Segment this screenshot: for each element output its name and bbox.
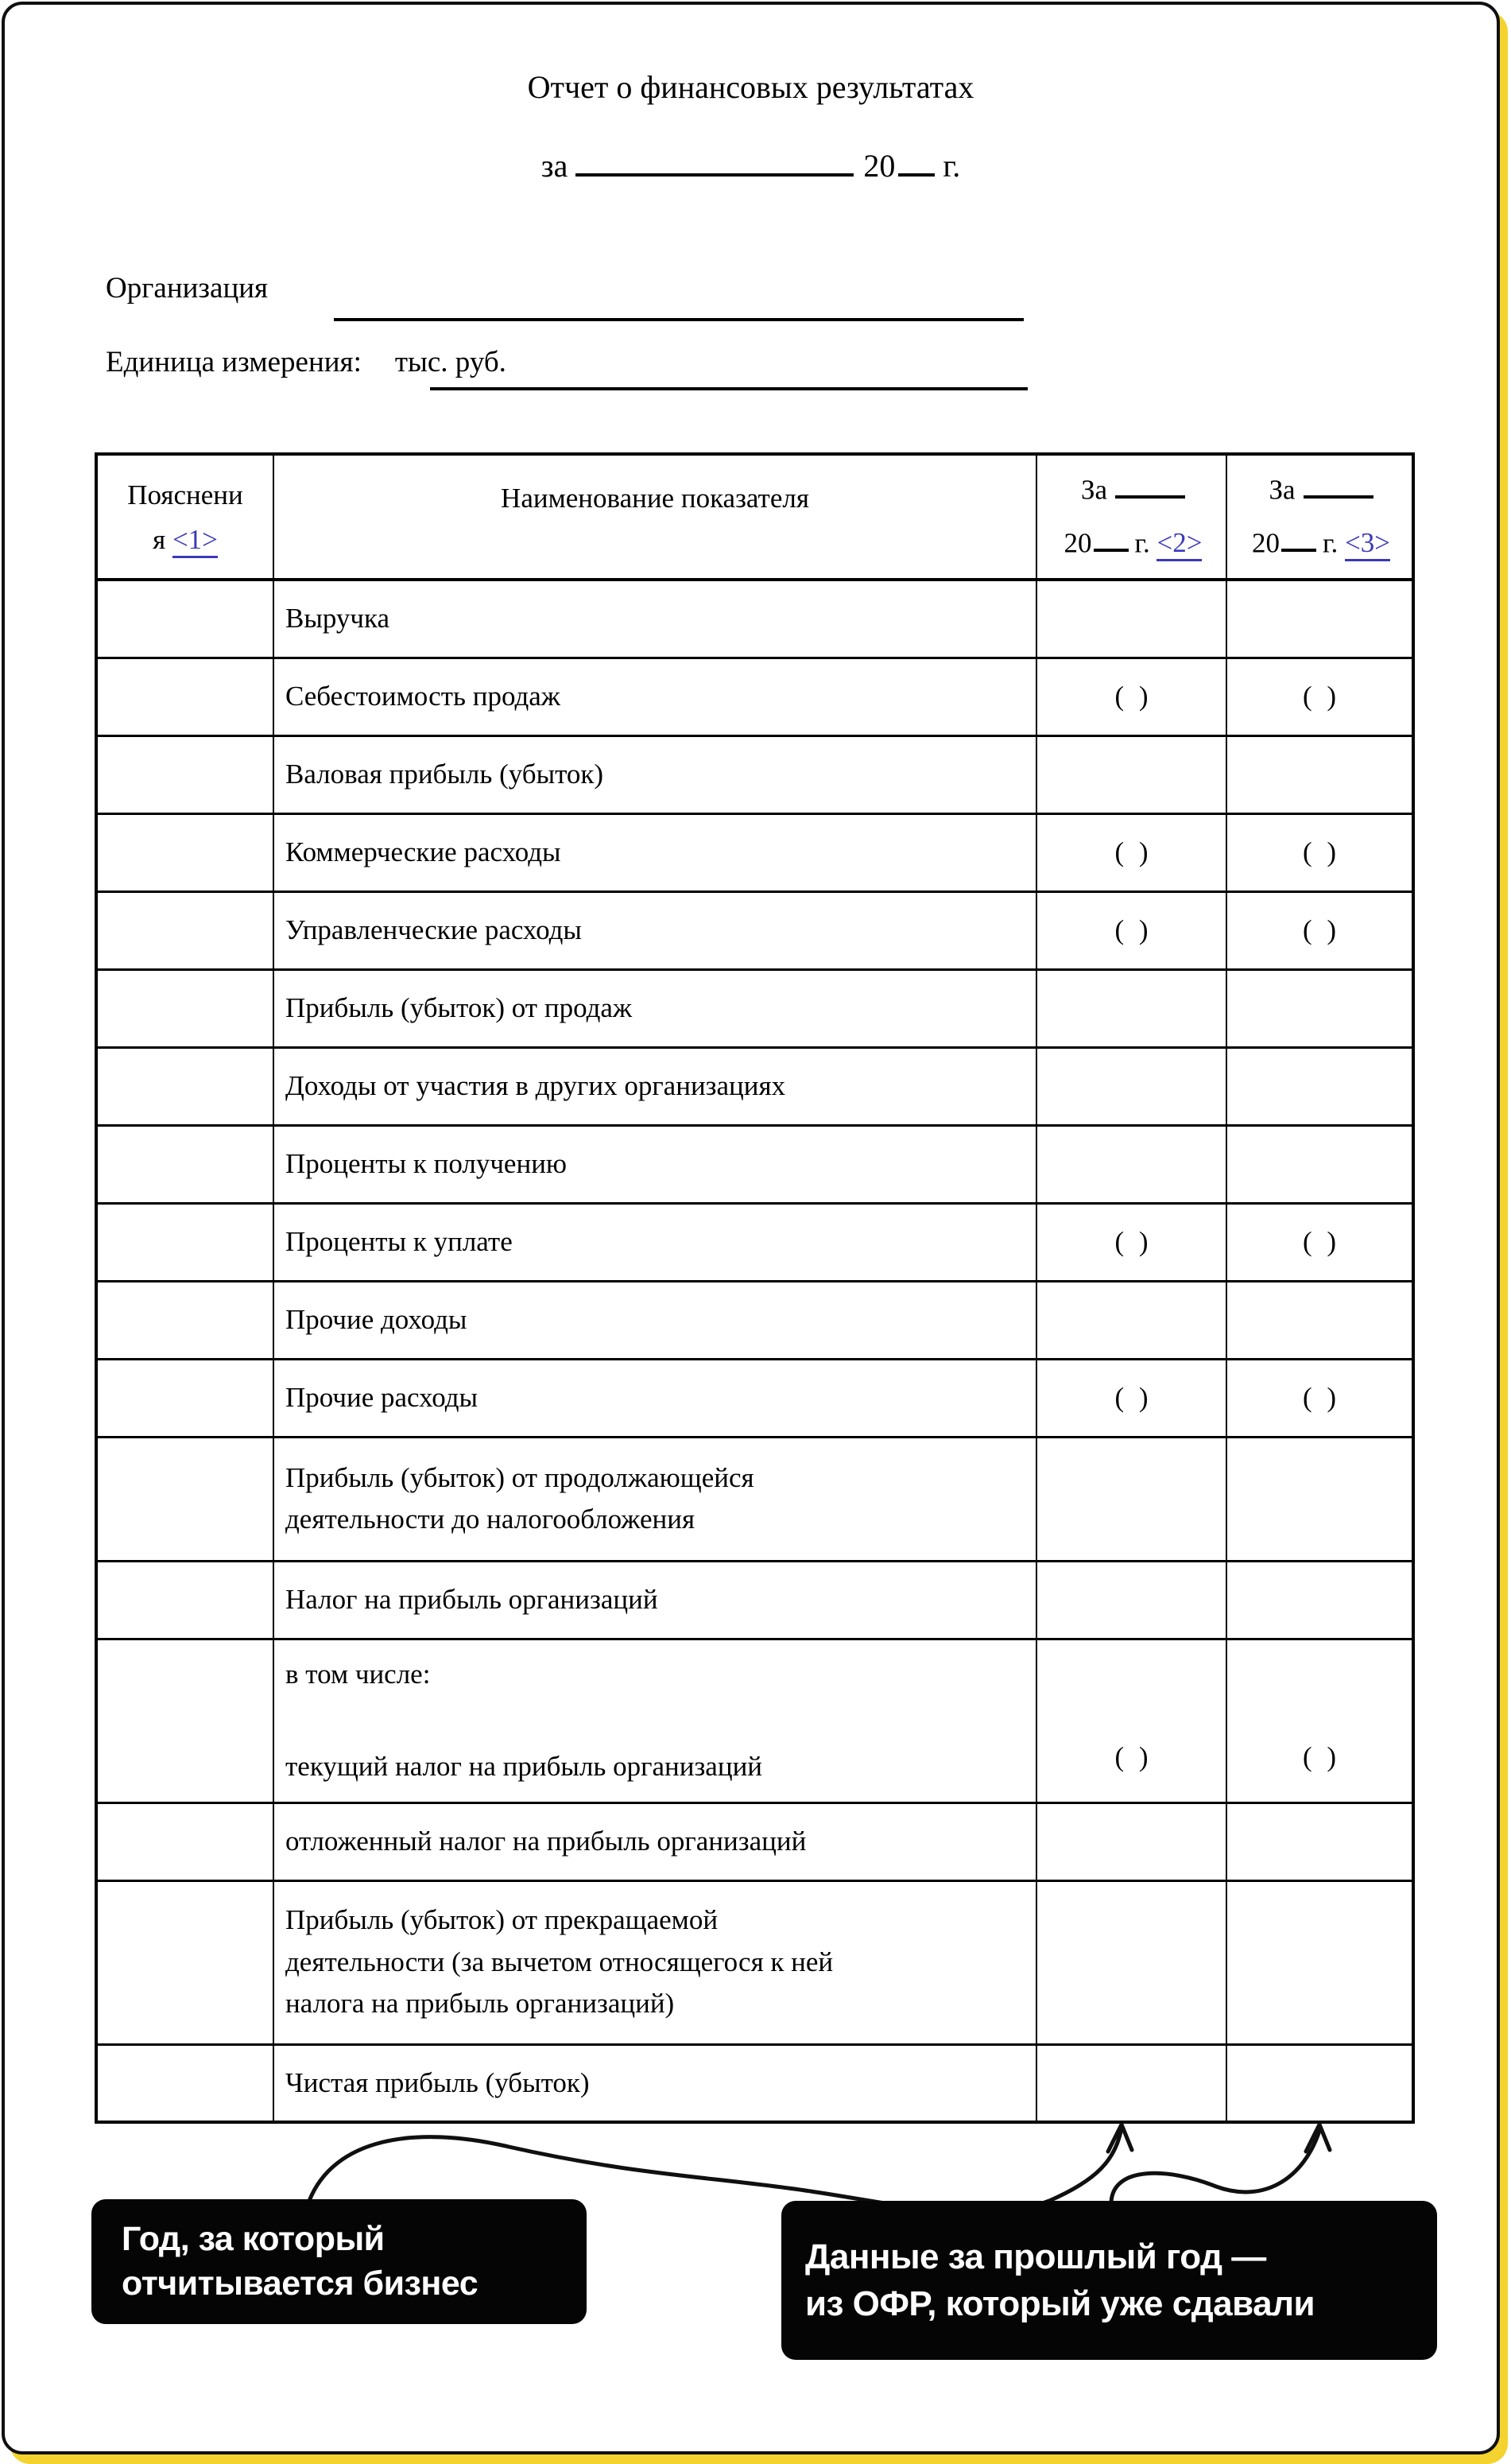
value-current-cell: ( ) bbox=[1036, 658, 1226, 735]
column-header-prior-period bbox=[1226, 454, 1413, 580]
prior-period-line1: За bbox=[1236, 469, 1406, 506]
table-row bbox=[96, 1880, 1413, 2044]
table-row bbox=[96, 1281, 1413, 1359]
value-prior-cell: ( ) bbox=[1226, 1203, 1413, 1281]
value-prior-cell: ( ) bbox=[1226, 658, 1413, 735]
prior-year-blank bbox=[1281, 522, 1316, 552]
table-row bbox=[96, 1437, 1413, 1561]
unit-blank-field bbox=[430, 387, 1028, 390]
indicator-cell: Чистая прибыль (убыток) bbox=[273, 2044, 1036, 2122]
value-current-cell bbox=[1036, 1802, 1226, 1880]
table-row bbox=[96, 1802, 1413, 1880]
table-row bbox=[96, 1359, 1413, 1437]
table-row bbox=[96, 2044, 1413, 2122]
table-row bbox=[96, 1561, 1413, 1639]
table-header-row bbox=[96, 454, 1413, 580]
explanations-header-line2: я <1> bbox=[99, 518, 272, 562]
explanations-header-line1: Пояснени bbox=[127, 479, 243, 510]
value-current-cell bbox=[1036, 735, 1226, 813]
prior-period-line2: 20 г. <3> bbox=[1236, 522, 1406, 561]
value-current-cell: ( ) bbox=[1036, 1639, 1226, 1802]
arrow-prior-period bbox=[1111, 2131, 1319, 2202]
table-row bbox=[96, 1125, 1413, 1203]
footnote-link-3[interactable]: <3> bbox=[1345, 529, 1390, 561]
explanation-cell bbox=[96, 2044, 273, 2122]
value-current-cell: ( ) bbox=[1036, 1359, 1226, 1437]
arrowhead-prior-period bbox=[1306, 2124, 1330, 2152]
explanation-cell bbox=[96, 1639, 273, 1802]
value-prior-cell bbox=[1226, 1281, 1413, 1359]
value-current-cell bbox=[1036, 1047, 1226, 1125]
table-row bbox=[96, 1639, 1413, 1802]
unit-of-measure-row bbox=[106, 345, 1497, 379]
explanation-cell bbox=[96, 891, 273, 969]
explanation-cell bbox=[96, 1880, 273, 2044]
table-row bbox=[96, 580, 1413, 658]
value-current-cell: ( ) bbox=[1036, 891, 1226, 969]
explanation-cell bbox=[96, 813, 273, 891]
value-current-cell bbox=[1036, 580, 1226, 658]
explanation-cell bbox=[96, 1437, 273, 1561]
indicator-cell: Управленческие расходы bbox=[273, 891, 1036, 969]
table-row bbox=[96, 969, 1413, 1047]
value-prior-cell bbox=[1226, 580, 1413, 658]
indicator-cell: Прибыль (убыток) от прекращаемой деятельности (за вычетом относящегося к ней налога на прибыль организаций) bbox=[273, 1880, 1036, 2044]
indicator-cell: Доходы от участия в других организациях bbox=[273, 1047, 1036, 1125]
table-row bbox=[96, 658, 1413, 735]
callout-reporting-year bbox=[91, 2199, 587, 2324]
value-prior-cell bbox=[1226, 1437, 1413, 1561]
prior-period-blank bbox=[1304, 469, 1373, 499]
current-year-blank bbox=[1094, 522, 1129, 552]
callout-prior-year-line1: Данные за прошлый год — bbox=[805, 2237, 1266, 2276]
value-prior-cell bbox=[1226, 1880, 1413, 2044]
value-prior-cell bbox=[1226, 2044, 1413, 2122]
year-blank-field bbox=[898, 143, 935, 177]
form-period-line bbox=[5, 143, 1497, 185]
value-current-cell bbox=[1036, 1125, 1226, 1203]
current-period-blank bbox=[1115, 469, 1185, 499]
arrowhead-current-period bbox=[1108, 2124, 1132, 2152]
indicator-cell: отложенный налог на прибыль организаций bbox=[273, 1802, 1036, 1880]
indicator-cell: Валовая прибыль (убыток) bbox=[273, 735, 1036, 813]
table-row bbox=[96, 1047, 1413, 1125]
explanation-cell bbox=[96, 969, 273, 1047]
value-current-cell bbox=[1036, 969, 1226, 1047]
value-prior-cell: ( ) bbox=[1226, 891, 1413, 969]
explanation-cell bbox=[96, 735, 273, 813]
indicator-cell: Проценты к уплате bbox=[273, 1203, 1036, 1281]
value-prior-cell: ( ) bbox=[1226, 1359, 1413, 1437]
column-header-indicator-name: Наименование показателя bbox=[273, 454, 1036, 580]
value-prior-cell bbox=[1226, 969, 1413, 1047]
callout-reporting-year-line2: отчитывается бизнес bbox=[122, 2264, 478, 2303]
value-prior-cell bbox=[1226, 1047, 1413, 1125]
year-suffix: г. bbox=[943, 148, 961, 184]
value-current-cell: ( ) bbox=[1036, 1203, 1226, 1281]
indicator-cell: Прибыль (убыток) от продаж bbox=[273, 969, 1036, 1047]
indicator-cell: Проценты к получению bbox=[273, 1125, 1036, 1203]
value-prior-cell: ( ) bbox=[1226, 813, 1413, 891]
callout-prior-year-data bbox=[781, 2201, 1437, 2360]
unit-value: тыс. руб. bbox=[394, 346, 506, 378]
indicator-cell: Прочие расходы bbox=[273, 1359, 1036, 1437]
explanation-cell bbox=[96, 1125, 273, 1203]
value-prior-cell bbox=[1226, 1125, 1413, 1203]
indicator-cell: Прочие доходы bbox=[273, 1281, 1036, 1359]
value-current-cell bbox=[1036, 1880, 1226, 2044]
explanation-cell bbox=[96, 1359, 273, 1437]
explanation-cell bbox=[96, 580, 273, 658]
indicator-cell: Прибыль (убыток) от продолжающейся деятельности до налогообложения bbox=[273, 1437, 1036, 1561]
column-header-explanations bbox=[96, 454, 273, 580]
table-row bbox=[96, 813, 1413, 891]
indicator-cell: Налог на прибыль организаций bbox=[273, 1561, 1036, 1639]
income-statement-table bbox=[95, 452, 1415, 2124]
indicator-cell: Коммерческие расходы bbox=[273, 813, 1036, 891]
organization-label: Организация bbox=[106, 272, 269, 305]
indicator-cell: Выручка bbox=[273, 580, 1036, 658]
report-table-body bbox=[96, 580, 1413, 2122]
indicator-cell: Себестоимость продаж bbox=[273, 658, 1036, 735]
indicator-cell: в том числе: текущий налог на прибыль организаций bbox=[273, 1639, 1036, 1802]
explanation-cell bbox=[96, 1802, 273, 1880]
unit-label: Единица измерения: bbox=[106, 346, 362, 378]
callout-prior-year-line2: из ОФР, который уже сдавали bbox=[805, 2284, 1315, 2323]
year-prefix: 20 bbox=[863, 148, 896, 184]
value-prior-cell bbox=[1226, 1561, 1413, 1639]
explanation-cell bbox=[96, 658, 273, 735]
explanation-cell bbox=[96, 1203, 273, 1281]
explanation-cell bbox=[96, 1281, 273, 1359]
value-prior-cell bbox=[1226, 735, 1413, 813]
period-blank-field bbox=[575, 143, 854, 177]
table-row bbox=[96, 1203, 1413, 1281]
table-row bbox=[96, 891, 1413, 969]
explanation-cell bbox=[96, 1561, 273, 1639]
organization-blank-field bbox=[334, 318, 1024, 321]
value-prior-cell bbox=[1226, 1802, 1413, 1880]
column-header-current-period bbox=[1036, 454, 1226, 580]
table-row bbox=[96, 735, 1413, 813]
value-current-cell bbox=[1036, 1561, 1226, 1639]
current-period-line2: 20 г. <2> bbox=[1046, 522, 1220, 561]
value-current-cell: ( ) bbox=[1036, 813, 1226, 891]
explanation-cell bbox=[96, 1047, 273, 1125]
current-period-line1: За bbox=[1046, 469, 1220, 506]
period-prefix: за bbox=[540, 148, 568, 184]
footnote-link-2[interactable]: <2> bbox=[1156, 529, 1202, 561]
value-current-cell bbox=[1036, 1281, 1226, 1359]
value-current-cell bbox=[1036, 2044, 1226, 2122]
form-page bbox=[2, 2, 1500, 2454]
footnote-link-1[interactable]: <1> bbox=[172, 526, 218, 558]
value-current-cell bbox=[1036, 1437, 1226, 1561]
form-title: Отчет о финансовых результатах bbox=[527, 69, 974, 105]
callout-reporting-year-line1: Год, за который bbox=[122, 2219, 385, 2258]
value-prior-cell: ( ) bbox=[1226, 1639, 1413, 1802]
